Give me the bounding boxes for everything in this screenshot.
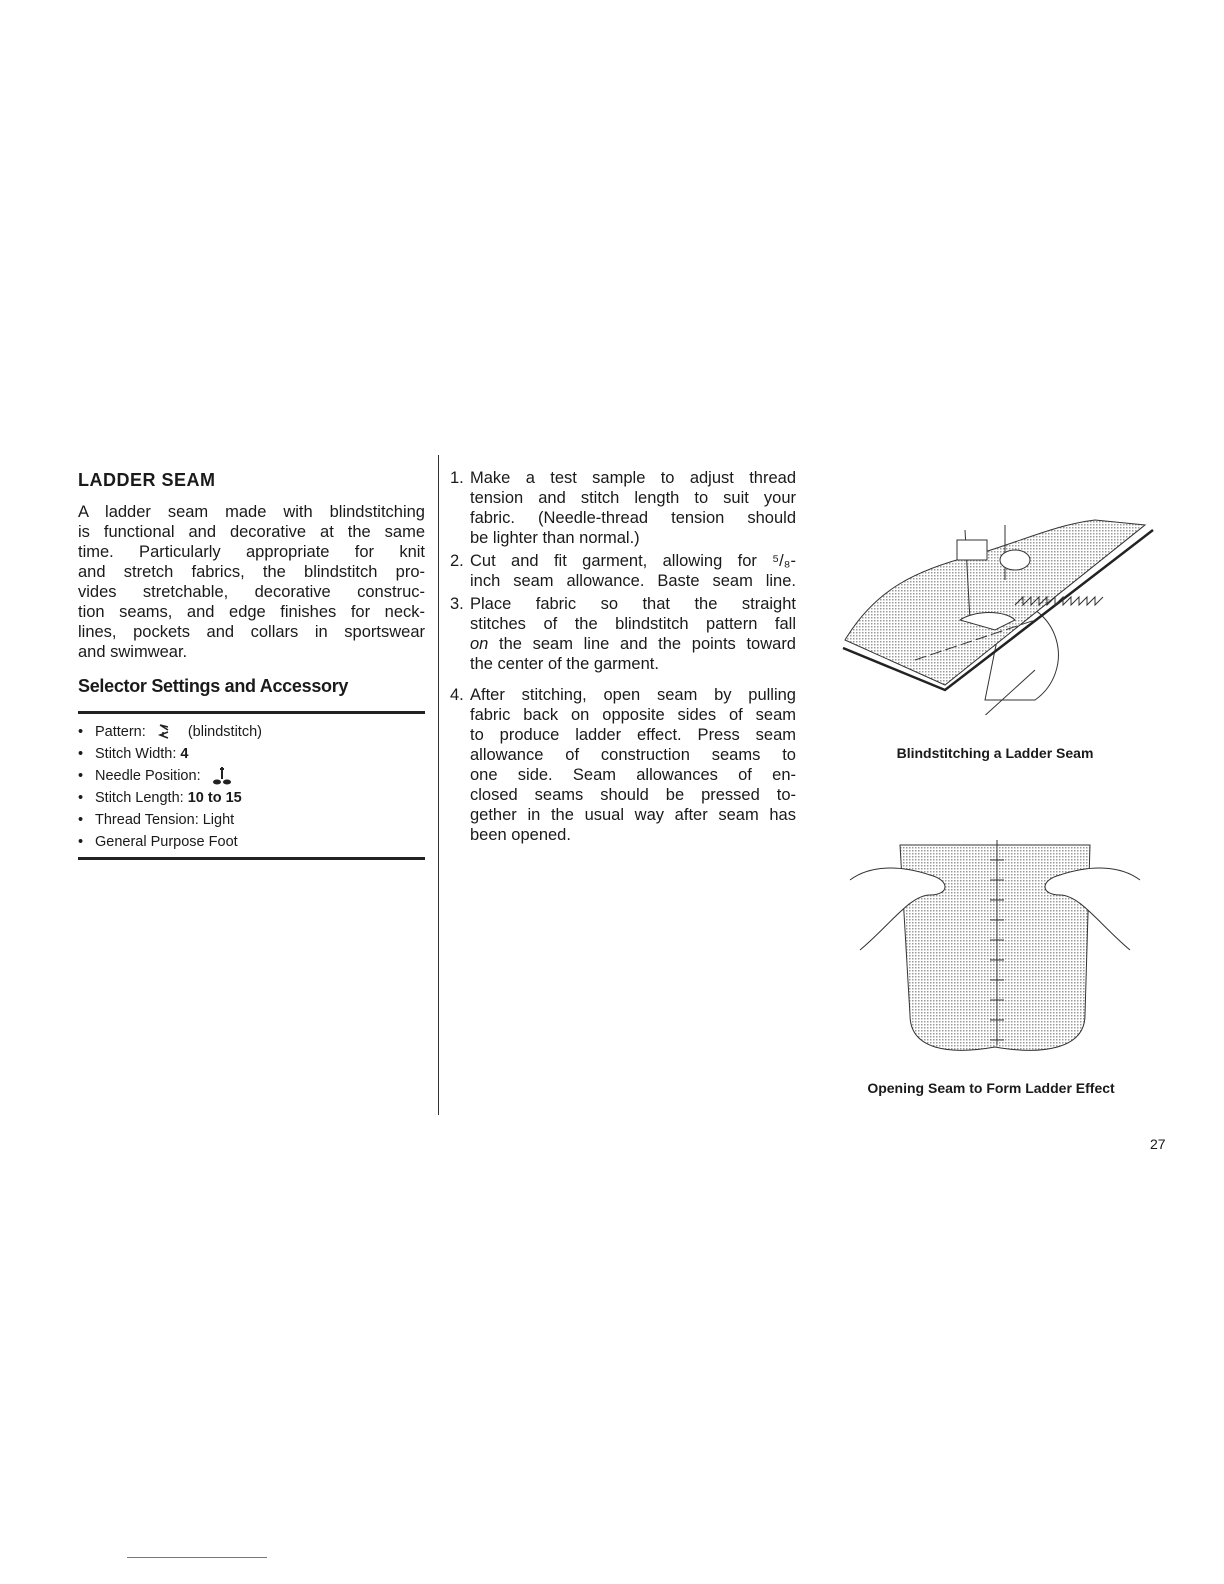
step-line: the center of the garment. xyxy=(470,655,659,673)
steps-list xyxy=(450,468,796,845)
emphasis: on xyxy=(470,635,489,653)
step-number: 2. xyxy=(450,552,464,570)
step-text: the seam line and the points toward xyxy=(488,635,796,653)
setting-width: • Stitch Width: 4 xyxy=(78,746,189,762)
step-line: Place fabric so that the straight xyxy=(470,595,796,613)
step-3 xyxy=(450,594,796,674)
footer-line xyxy=(127,1557,267,1558)
step-line: stitches of the blindstitch pattern fall xyxy=(470,615,796,633)
step-line: Make a test sample to adjust thread xyxy=(470,469,796,487)
figure-caption: Opening Seam to Form Ladder Effect xyxy=(867,1080,1115,1096)
step-line: fabric back on opposite sides of seam xyxy=(470,706,796,724)
step-number: 1. xyxy=(450,469,464,487)
intro-line: tion seams, and edge finishes for neck- xyxy=(78,603,425,621)
intro-line: and stretch fabrics, the blindstitch pro- xyxy=(78,563,425,581)
intro-line: vides stretchable, decorative construc- xyxy=(78,583,425,601)
bottom-rule xyxy=(78,857,425,860)
step-line: fabric. (Needle-thread tension should xyxy=(470,509,796,527)
step-line: to produce ladder effect. Press seam xyxy=(470,726,796,744)
intro-line: and swimwear. xyxy=(78,643,188,661)
page-number: 27 xyxy=(1150,1136,1166,1152)
pattern-note: (blindstitch) xyxy=(187,724,262,740)
step-number: 4. xyxy=(450,686,464,704)
step-line: been opened. xyxy=(470,826,571,844)
blindstitch-pattern-icon xyxy=(150,723,184,741)
step-line: one side. Seam allowances of en- xyxy=(470,766,796,784)
setting-tension: • Thread Tension: Light xyxy=(78,812,235,828)
length-value: 10 to 15 xyxy=(187,790,242,806)
needle-label: Needle Position: xyxy=(95,768,201,784)
setting-pattern: • Pattern: (blindstitch) xyxy=(78,724,262,740)
step-line xyxy=(470,634,796,654)
step-line: inch seam allowance. Baste seam line. xyxy=(470,572,796,590)
figure-caption: Blindstitching a Ladder Seam xyxy=(896,745,1094,761)
step-number: 3. xyxy=(450,595,464,613)
intro-line: lines, pockets and collars in sportswear xyxy=(78,623,425,641)
foot-text: General Purpose Foot xyxy=(95,834,238,850)
step-4 xyxy=(450,685,796,845)
width-value: 4 xyxy=(180,746,189,762)
step-line: tension and stitch length to suit your xyxy=(470,489,796,507)
section-title: LADDER SEAM xyxy=(78,470,216,490)
intro-paragraph xyxy=(78,502,425,662)
step-1 xyxy=(450,468,796,548)
setting-length: • Stitch Length: 10 to 15 xyxy=(78,790,242,806)
intro-line: time. Particularly appropriate for knit xyxy=(78,543,425,561)
step-line: be lighter than normal.) xyxy=(470,529,640,547)
column-divider xyxy=(438,455,439,1115)
settings-list xyxy=(78,721,262,853)
pattern-label: Pattern: xyxy=(95,724,146,740)
tension-text: Thread Tension: Light xyxy=(95,812,235,828)
setting-needle: • Needle Position: xyxy=(78,765,262,787)
step-line: gether in the usual way after seam has xyxy=(470,806,796,824)
width-label: Stitch Width: xyxy=(95,746,177,762)
setting-foot: • General Purpose Foot xyxy=(78,834,238,850)
intro-line: A ladder seam made with blindstitching xyxy=(78,503,425,521)
needle-position-center-icon xyxy=(205,766,239,786)
step-2 xyxy=(450,551,796,591)
step-line: allowance of construction seams to xyxy=(470,746,796,764)
length-label: Stitch Length: xyxy=(95,790,184,806)
step-line: After stitching, open seam by pulling xyxy=(470,686,796,704)
settings-heading: Selector Settings and Accessory xyxy=(78,676,349,696)
blindstitching-illustration xyxy=(835,500,1155,715)
opening-seam-illustration xyxy=(840,835,1150,1060)
step-line: closed seams should be pressed to- xyxy=(470,786,796,804)
step-line: Cut and fit garment, allowing for ⁵/₈- xyxy=(470,552,796,570)
intro-line: is functional and decorative at the same xyxy=(78,523,425,541)
top-rule xyxy=(78,711,425,714)
